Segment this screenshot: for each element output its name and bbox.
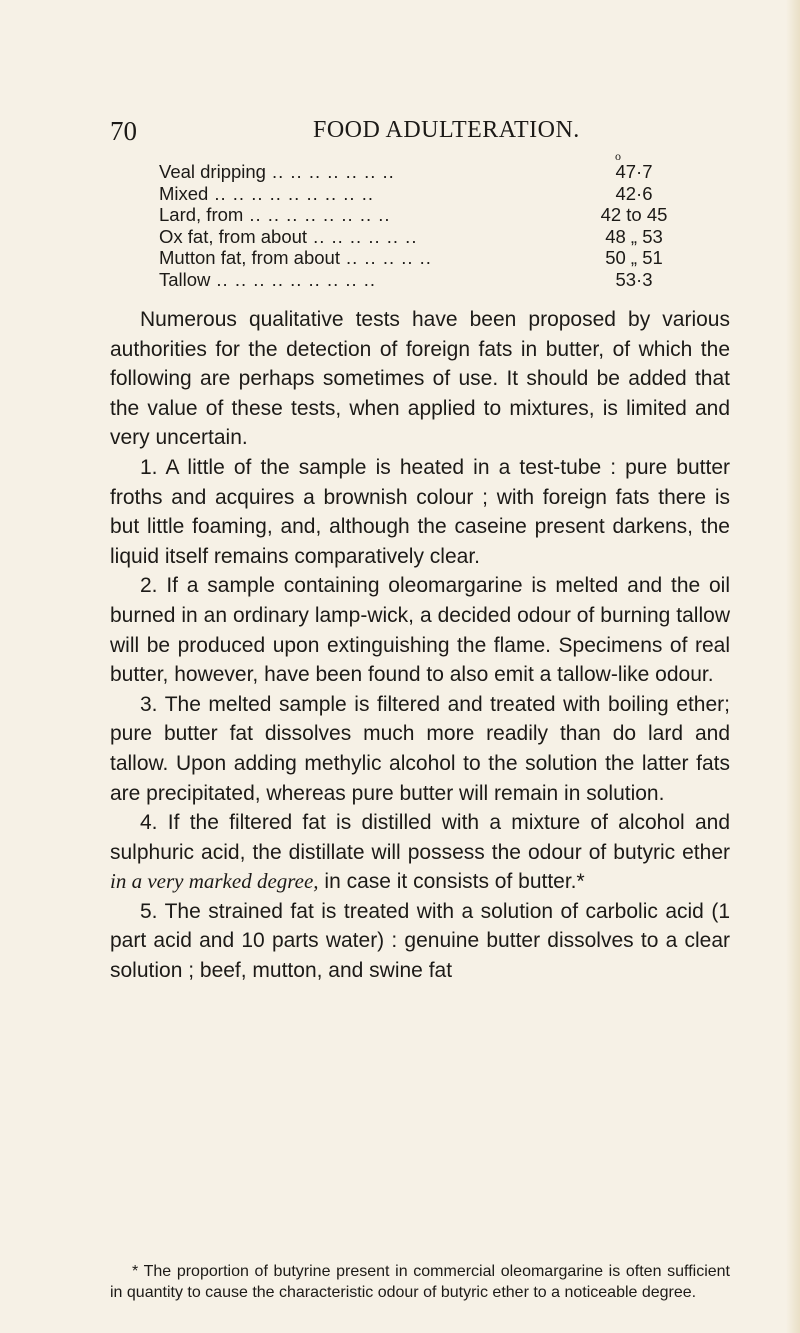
melting-point-table (159, 161, 679, 291)
page-header (110, 116, 730, 146)
paragraph-test-2: 2. If a sample containing oleomargarine is melted and the oil burned in an ordinary lamp-wick, a decided odour of burning tallow will be produced upon extinguishing the flame. Specimens of real butter, however, have been found to also emit a tallow-like odour. (110, 574, 730, 687)
paragraph-test-3: 3. The melted sample is filtered and treated with boiling ether; pure butter fat dissolves much more readily than do lard and tallow. Upon adding methylic alcohol to the solution the latter fats are precipitated, whereas pure butter will remain in solution. (110, 692, 730, 805)
degree-mark: o (615, 149, 621, 163)
row-label: Mutton fat, from about (159, 247, 340, 269)
footnote-text: * The proportion of butyrine present in commercial oleomargarine is often sufficient in quantity to cause the characteristic odour of butyric ether to a noticeable degree. (110, 1263, 730, 1301)
running-head: FOOD ADULTERATION. (313, 117, 580, 143)
leader-dots: .. .. .. .. .. .. (313, 225, 418, 247)
test-4-text-start: 4. If the filtered fat is distilled with a mixture of alcohol and sulphuric acid, the distillate will possess the odour of butyric ether (110, 811, 730, 864)
table-row (159, 183, 679, 205)
table-row (159, 247, 679, 269)
row-label: Ox fat, from about (159, 225, 308, 247)
paragraph-test-5: 5. The strained fat is treated with a solution of carbolic acid (1 part acid and 10 parts water) : genuine butter dissolves to a clear solution ; beef, mutton, and swine fat (110, 899, 730, 983)
body-text (110, 305, 730, 986)
paragraph-intro: Numerous qualitative tests have been proposed by various authorities for the detection of foreign fats in butter, of which the following are perhaps sometimes of use. It should be added that the value of these tests, when applied to mixtures, is limited and very uncertain. (110, 308, 730, 450)
row-value: 42·6 (615, 182, 653, 204)
leader-dots: .. .. .. .. .. .. .. (271, 161, 395, 182)
row-label: Tallow (159, 268, 211, 290)
leader-dots: .. .. .. .. .. .. .. .. .. (214, 182, 374, 204)
paragraph-test-4 (110, 808, 730, 897)
row-label: Mixed (159, 182, 209, 204)
table-row (159, 269, 679, 291)
table-row (159, 161, 679, 183)
test-4-italic-phrase: in a very marked degree, (110, 869, 319, 894)
page-edge-shadow (786, 0, 800, 1333)
row-value: 47·7 (615, 161, 653, 182)
footnote (110, 1262, 730, 1303)
page-number: 70 (110, 116, 137, 146)
table-row (159, 204, 679, 226)
row-label: Veal dripping (159, 161, 266, 182)
row-value: 50 „ 51 (605, 247, 663, 269)
table-row (159, 226, 679, 248)
row-value: 53·3 (615, 268, 653, 290)
paragraph-test-1: 1. A little of the sample is heated in a test-tube : pure butter froths and acquires a brownish colour ; with foreign fats there is but little foaming, and, although the caseine present darkens, the liquid itself remains comparatively clear. (110, 455, 730, 568)
row-value: 48 „ 53 (605, 225, 663, 247)
leader-dots: .. .. .. .. .. .. .. .. .. (216, 268, 377, 290)
leader-dots: .. .. .. .. .. (345, 247, 432, 269)
test-4-text-end: in case it consists of butter.* (318, 870, 585, 894)
leader-dots: .. .. .. .. .. .. .. .. (249, 204, 391, 226)
row-value: 42 to 45 (600, 204, 668, 226)
row-label: Lard, from (159, 204, 244, 226)
